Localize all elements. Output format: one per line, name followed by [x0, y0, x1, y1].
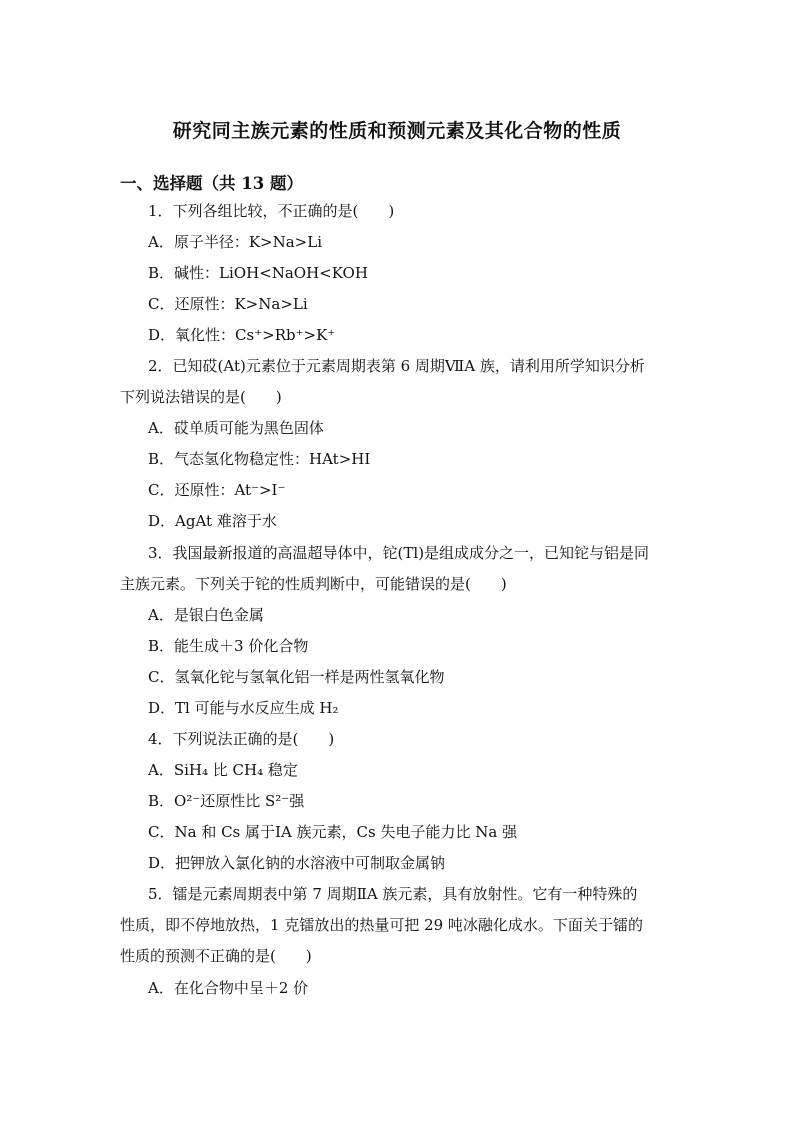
question-2-option-c: C．还原性：At⁻>I⁻	[148, 481, 286, 499]
question-1-option-b: B．碱性：LiOH<NaOH<KOH	[148, 264, 368, 282]
question-4-option-d: D．把钾放入氯化钠的水溶液中可制取金属钠	[148, 854, 446, 872]
question-4-option-c: C．Na 和 Cs 属于ⅠA 族元素，Cs 失电子能力比 Na 强	[148, 823, 518, 841]
question-1-stem: 1．下列各组比较，不正确的是( )	[148, 202, 395, 220]
question-2-stem: 2．已知砹(At)元素位于元素周期表第 6 周期ⅦA 族，请利用所学知识分析	[148, 357, 645, 375]
question-3-option-d: D．Tl 可能与水反应生成 H₂	[148, 699, 339, 717]
question-5-stem-cont-2: 性质的预测不正确的是( )	[120, 947, 312, 965]
question-5-option-a: A．在化合物中呈＋2 价	[148, 979, 309, 997]
question-4-option-a: A．SiH₄ 比 CH₄ 稳定	[148, 761, 298, 779]
question-3-option-b: B．能生成＋3 价化合物	[148, 637, 309, 655]
question-5-stem: 5．镭是元素周期表中第 7 周期ⅡA 族元素，具有放射性。它有一种特殊的	[148, 885, 638, 903]
question-3-option-c: C．氢氧化铊与氢氧化铝一样是两性氢氧化物	[148, 668, 445, 686]
question-2-option-a: A．砹单质可能为黑色固体	[148, 419, 324, 437]
question-3-stem: 3．我国最新报道的高温超导体中，铊(Tl)是组成成分之一，已知铊与铝是同	[148, 544, 650, 562]
question-4-option-b: B．O²⁻还原性比 S²⁻强	[148, 792, 305, 810]
question-2-stem-cont: 下列说法错误的是( )	[120, 388, 282, 406]
document-title: 研究同主族元素的性质和预测元素及其化合物的性质	[172, 120, 622, 142]
section-heading: 一、选择题（共 13 题）	[120, 174, 303, 193]
question-1-option-a: A．原子半径：K>Na>Li	[148, 233, 323, 251]
question-5-stem-cont-1: 性质，即不停地放热，1 克镭放出的热量可把 29 吨冰融化成水。下面关于镭的	[120, 916, 643, 934]
question-1-option-d: D．氧化性：Cs⁺>Rb⁺>K⁺	[148, 326, 336, 344]
question-1-option-c: C．还原性：K>Na>Li	[148, 295, 308, 313]
question-4-stem: 4．下列说法正确的是( )	[148, 730, 335, 748]
question-3-stem-cont: 主族元素。下列关于铊的性质判断中，可能错误的是( )	[120, 575, 507, 593]
question-3-option-a: A．是银白色金属	[148, 606, 264, 624]
question-2-option-b: B．气态氢化物稳定性：HAt>HI	[148, 450, 371, 468]
question-2-option-d: D．AgAt 难溶于水	[148, 512, 277, 530]
